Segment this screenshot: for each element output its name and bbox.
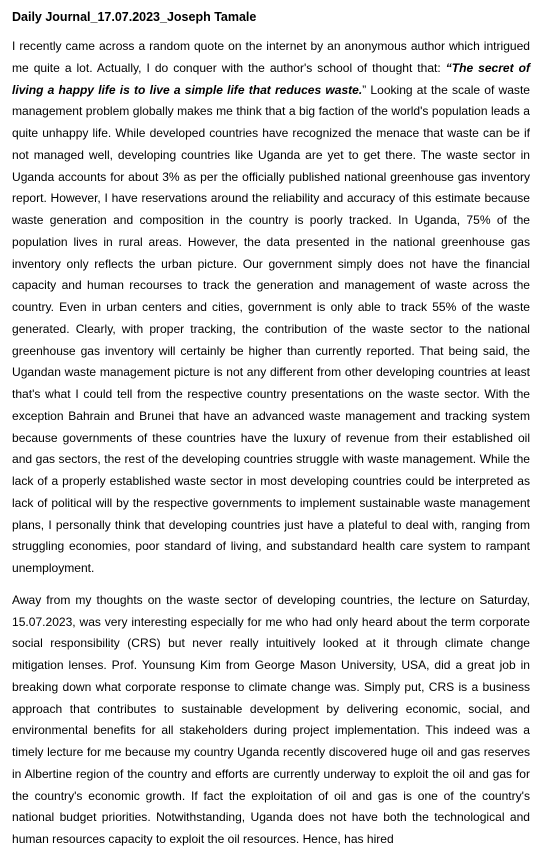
paragraph-intro-text: I recently came across a random quote on the internet by an anonymous author which intrigued me quite a lot. Actually, I do conquer with the author's school of thought that: [12,39,530,75]
paragraph-body-text: ” Looking at the scale of waste management problem globally makes me think that a big faction of the world's population leads a quite unhappy life. While developed countries have recognized the menace that waste can be if not managed well, developing countries like Uganda are yet to get there. The waste sector in Uganda accounts for about 3% as per the officially published national greenhouse gas inventory report. However, I have reservations around the reliability and accuracy of this estimate because waste generation and composition in the country is poorly tracked. In Uganda, 75% of the population lives in rural areas. However, the data presented in the national greenhouse gas inventory only reflects the urban picture. Our government simply does not have the financial capacity and human recourses to track the generation and management of waste across the country. Even in urban centers and cities, government is only able to track 55% of the waste generated. Clearly, with proper tracking, the contribution of the waste sector to the national greenhouse gas inventory will certainly be higher than currently reported. That being said, the Ugandan waste management picture is not any different from other developing countries at least that's what I could tell from the respective country presentations on the waste sector. With the exception Bahrain and Brunei that have an advanced waste management and tracking system because governments of these countries have the luxury of revenue from their established oil and gas sectors, the rest of the developing countries struggle with waste management. While the lack of a properly established waste sector in most developing countries could be interpreted as lack of political will by the respective governments to implement sustainable waste management plans, I personally think that developing countries just have a plateful to deal with, ranging from struggling economies, poor standard of living, and substandard health care system to rampant unemployment. [12,82,530,575]
quote-text: “The secret of living a happy life is to live a simple life that reduces waste. [12,60,530,97]
journal-page [12,8,530,861]
paragraph-waste-sector [12,36,530,580]
journal-title: Daily Journal_17.07.2023_Joseph Tamale [12,10,257,24]
paragraph-csr-lecture: Away from my thoughts on the waste sector of developing countries, the lecture on Saturday, 15.07.2023, was very interesting especially for me who had only heard about the term corporate social responsibility (CRS) but never really intuitively looked at it through climate change mitigation lenses. Prof. Younsung Kim from George Mason University, USA, did a great job in breaking down what corporate response to climate change was. Simply put, CRS is a business approach that contributes to sustainable development by delivering economic, social, and environmental benefits for all stakeholders during project implementation. This indeed was a timely lecture for me because my country Uganda recently discovered huge oil and gas reserves in Albertine region of the country and efforts are currently underway to exploit the oil and gas for the country's economic growth. If fact the exploitation of oil and gas is one of the country's national budget priorities. Notwithstanding, Uganda does not have both the technological and human resources capacity to exploit the oil resources. Hence, has hired [12,592,530,846]
